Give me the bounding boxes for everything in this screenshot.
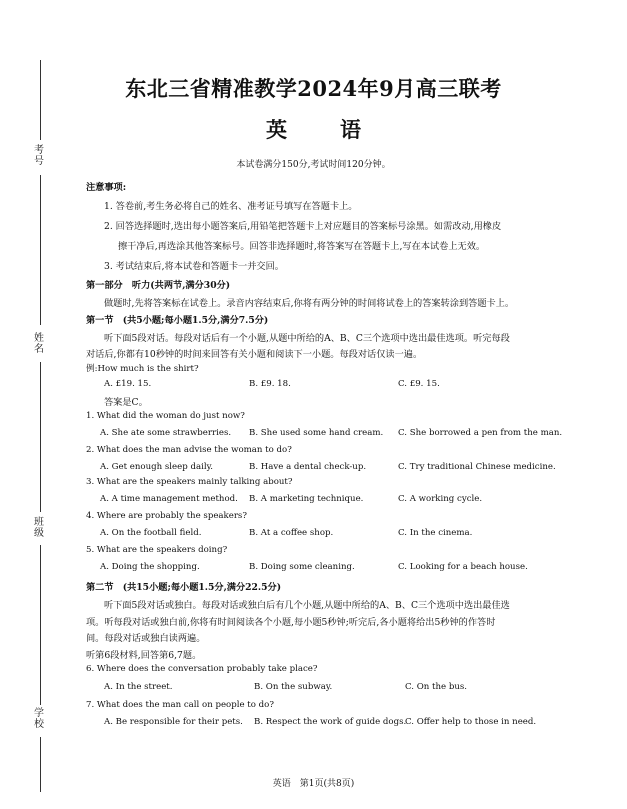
option-b: B. On the subway. [254,682,333,692]
option-c: C. Looking for a beach house. [398,562,528,572]
option-a: A. In the street. [104,682,173,692]
example-question: 例:How much is the shirt? [86,364,199,374]
exam-title: 东北三省精准教学2024年9月高三联考 [125,76,502,101]
part1-instruction: 做题时,先将答案标在试卷上。录音内容结束后,你将有两分钟的时间将试卷上的答案转涂到答题卡上。 [104,298,515,309]
class-label: 班级 [34,517,44,539]
page-footer: 英语 第1页(共8页) [272,779,355,789]
example-option: B. £9. 18. [249,379,291,389]
school-label: 学校 [34,708,44,730]
option-c: C. A working cycle. [398,494,483,504]
part1-heading: 第一部分 听力(共两节,满分30分) [86,280,231,291]
material-note: 听第6段材料,回答第6,7题。 [86,650,202,661]
option-b: B. Doing some cleaning. [249,562,355,572]
option-c: C. She borrowed a pen from the man. [398,428,563,438]
note-item: 3. 考试结束后,将本试卷和答题卡一并交回。 [104,261,284,272]
section1-heading: 第一节 (共5小题;每小题1.5分,满分7.5分) [86,315,269,326]
option-a: A. Be responsible for their pets. [104,717,243,727]
option-c: C. In the cinema. [398,528,473,538]
section1-instruction: 对话后,你都有10秒钟的时间来回答有关小题和阅读下一小题。每段对话仅读一遍。 [86,349,423,360]
binding-line [40,362,41,512]
example-option: C. £9. 15. [398,379,440,389]
exam-number-label: 考号 [34,145,44,167]
option-b: B. She used some hand cream. [249,428,384,438]
example-option: A. £19. 15. [104,379,152,389]
option-c: C. On the bus. [405,682,468,692]
option-c: C. Try traditional Chinese medicine. [398,462,556,472]
exam-info: 本试卷满分150分,考试时间120分钟。 [236,160,391,170]
section2-instruction: 项。听每段对话或独白前,你将有时间阅读各个小题,每小题5秒钟;听完后,各小题将给出5秒钟的作答时 [86,617,496,628]
note-item: 1. 答卷前,考生务必将自己的姓名、准考证号填写在答题卡上。 [104,201,358,212]
option-b: B. Respect the work of guide dogs. [254,717,407,727]
option-b: B. A marketing technique. [249,494,364,504]
option-a: A. On the football field. [100,528,202,538]
option-a: A. Doing the shopping. [100,562,200,572]
question: 3. What are the speakers mainly talking about? [86,477,293,487]
option-a: A. Get enough sleep daily. [100,462,214,472]
option-b: B. At a coffee shop. [249,528,334,538]
binding-line [40,175,41,325]
option-b: B. Have a dental check-up. [249,462,367,472]
notes-heading: 注意事项: [86,182,127,193]
subject-title: 英 语 [266,117,377,142]
question: 2. What does the man advise the woman to do? [86,445,292,455]
section2-instruction: 听下面5段对话或独白。每段对话或独白后有几个小题,从题中所给的A、B、C三个选项中选出最佳选 [104,600,510,611]
example-answer: 答案是C。 [104,397,148,408]
question: 6. Where does the conversation probably take place? [86,664,318,674]
section2-heading: 第二节 (共15小题;每小题1.5分,满分22.5分) [86,582,282,593]
note-item: 擦干净后,再选涂其他答案标号。回答非选择题时,将答案写在答题卡上,写在本试卷上无效。 [118,241,486,252]
question: 1. What did the woman do just now? [86,411,245,421]
question: 7. What does the man call on people to do? [86,700,274,710]
note-item: 2. 回答选择题时,选出每小题答案后,用铅笔把答题卡上对应题目的答案标号涂黑。如需改动,用橡皮 [104,221,502,232]
section1-instruction: 听下面5段对话。每段对话后有一个小题,从题中所给的A、B、C三个选项中选出最佳选项。听完每段 [104,333,510,344]
question: 5. What are the speakers doing? [86,545,228,555]
binding-line [40,545,41,705]
option-a: A. She ate some strawberries. [100,428,232,438]
section2-instruction: 间。每段对话或独白读两遍。 [86,633,206,644]
name-label: 姓名 [34,333,44,355]
option-c: C. Offer help to those in need. [405,717,537,727]
option-a: A. A time management method. [100,494,238,504]
question: 4. Where are probably the speakers? [86,511,247,521]
